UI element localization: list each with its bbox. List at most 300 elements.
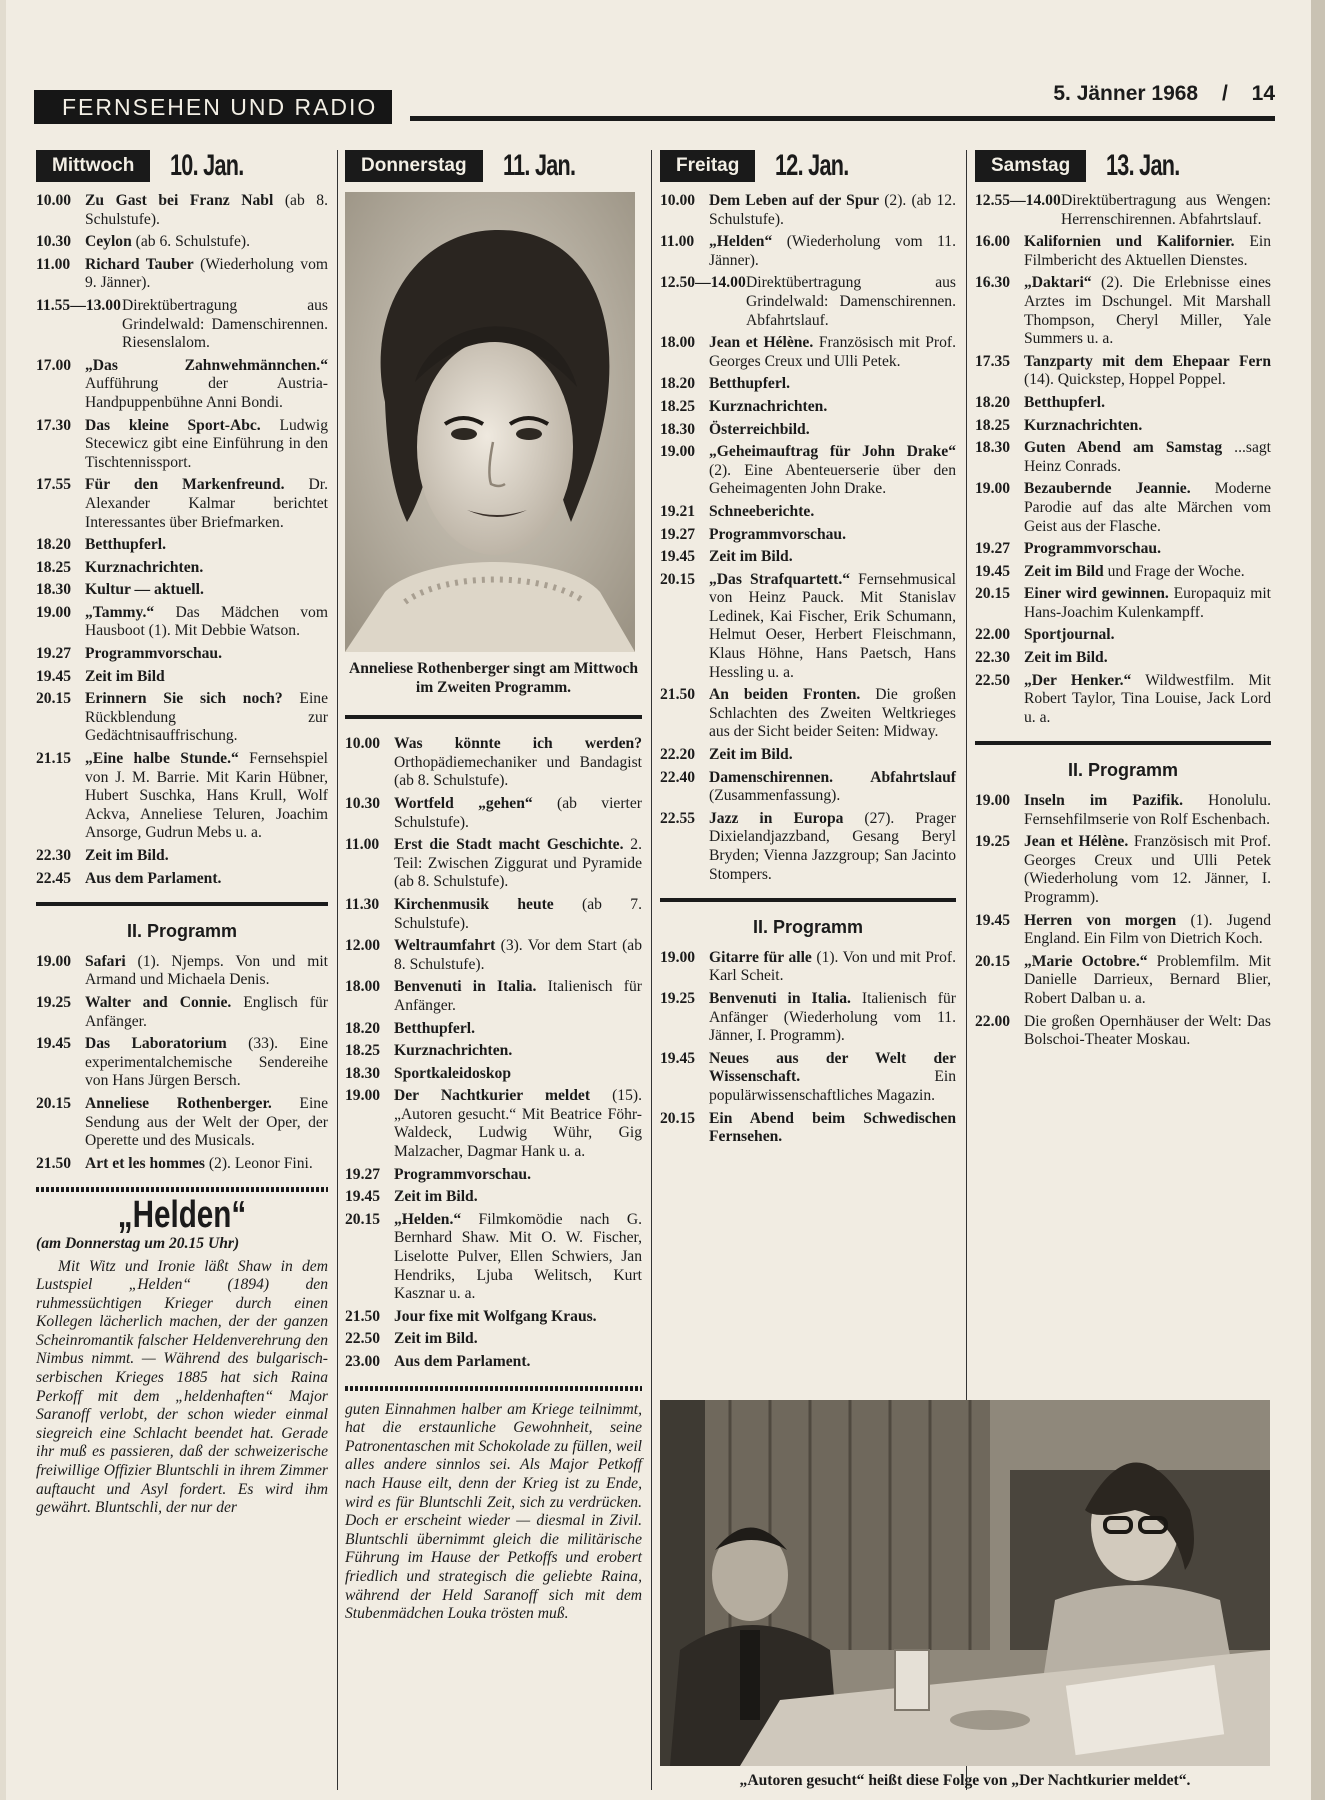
entry-time: 19.27 <box>975 540 1011 558</box>
entry-description <box>394 896 642 933</box>
entry-time: 19.21 <box>660 502 696 520</box>
entry-title: Walter and Connie. <box>85 993 232 1011</box>
entry-time: 19.00 <box>975 480 1011 498</box>
entry-time: 18.30 <box>660 420 696 438</box>
entry-text: (Wiederholung vom 11. Jänner). <box>709 233 956 269</box>
program-entry <box>660 526 956 545</box>
entry-title: Aus dem Parlament. <box>85 869 222 887</box>
program-entry <box>36 1155 328 1174</box>
entry-text: Fernsehspiel von J. M. Barrie. Mit Karin Hübner, Hubert Suschka, Hans Krull, Wolf Ackva, Anneliese Teluren, Joachim Ansorge, Gudrun Mebs u. a. <box>85 750 328 842</box>
program-entry <box>345 1188 642 1207</box>
entry-description <box>709 398 956 417</box>
entry-title: Programmvorschau. <box>1024 540 1162 558</box>
entry-title: Zeit im Bild. <box>85 847 169 864</box>
entry-title: „Daktari“ <box>1024 274 1092 292</box>
entry-title: Benvenuti in Italia. <box>394 978 537 996</box>
feature-body-continued: guten Einnahmen halber am Kriege teilnimmt, hat die erstaunliche Gewohnheit, seine Patronentaschen mit Schokolade zu füllen, weil alles andere sinnlos sei. Als Major Petkoff nach Hause eilt, denn der Krieg ist zu Ende, wird es für Bluntschli Zeit, sich zu verdrücken. Doch er erscheint wieder — diesmal in Zivil. Bluntschli übernimmt gleich die militärische Führung im Hause der Petkoffs und erobert friedlich und strategisch die geliebte Raina, während der Held Saranoff sich mit dem Stubenmädchen Louka trösten muß. <box>345 1400 642 1623</box>
entry-title: Dem Leben auf der Spur <box>709 192 880 209</box>
header-rule <box>410 116 1275 121</box>
schedule-list <box>345 735 642 1371</box>
entry-time: 19.45 <box>975 911 1011 929</box>
entry-title: Art et les hommes <box>85 1154 205 1172</box>
entry-description <box>394 978 642 1015</box>
program-entry <box>660 1050 956 1106</box>
entry-title: Schneeberichte. <box>709 502 815 520</box>
entry-time: 19.45 <box>36 667 72 685</box>
entry-text: Direktübertragung aus Wengen: Herrenschirennen. Abfahrtslauf. <box>1061 192 1271 228</box>
entry-time: 19.45 <box>975 562 1011 580</box>
entry-time: 10.00 <box>36 192 72 209</box>
entry-description <box>1024 480 1271 536</box>
entry-title: Programmvorschau. <box>709 525 847 543</box>
program-entry <box>975 1013 1271 1050</box>
schedule-list <box>36 953 328 1174</box>
entry-description <box>1024 833 1271 907</box>
program-entry <box>345 1042 642 1061</box>
entry-text: Fernsehmusical von Heinz Pauck. Mit Stanislav Ledinek, Kai Fischer, Erik Schumann, Helmut Oeser, Herbert Fleischmann, Klaus Höhne, Hans Paetsch, Hans Hessling u. a. <box>709 570 956 681</box>
entry-title: Neues aus der Welt der Wissenschaft. <box>709 1049 956 1086</box>
entry-text: (27). Prager Dixielandjazzband, Gesang Beryl Bryden; Vienna Jazzgroup; San Jacinto Stompers. <box>709 809 956 883</box>
day-label: Freitag <box>660 150 755 182</box>
entry-description <box>709 443 956 499</box>
entry-title: Österreichbild. <box>709 420 810 438</box>
column-friday <box>660 148 956 1151</box>
entry-time: 19.00 <box>345 1087 381 1105</box>
entry-text: Orthopädiemechaniker und Bandagist (ab 8. Schulstufe). <box>394 753 642 790</box>
program-entry <box>36 357 328 413</box>
entry-title: Aus dem Parlament. <box>394 1353 531 1370</box>
day-label: Mittwoch <box>36 150 150 182</box>
entry-time: 11.00 <box>660 233 695 251</box>
entry-text: (1). Jugend England. Ein Film von Dietrich Koch. <box>1024 911 1271 948</box>
entry-time: 18.00 <box>345 978 381 996</box>
entry-time: 17.35 <box>975 352 1011 370</box>
entry-time: 11.30 <box>345 895 380 913</box>
entry-text: Aufführung der Austria-Handpuppenbühne Anni Bondi. <box>85 375 328 411</box>
entry-time: 20.15 <box>975 585 1011 603</box>
entry-title: An beiden Fronten. <box>709 686 861 704</box>
entry-description <box>85 559 328 578</box>
entry-title: Erst die Stadt macht Geschichte. <box>394 836 624 854</box>
column-rule <box>337 150 338 1790</box>
entry-description <box>1024 353 1271 390</box>
entry-description <box>1024 394 1271 413</box>
schedule-list <box>660 949 956 1147</box>
entry-description <box>1024 233 1271 270</box>
day-heading <box>345 148 642 184</box>
program-entry <box>36 870 328 889</box>
entry-description <box>85 870 328 889</box>
entry-title: Kurznachrichten. <box>85 558 204 576</box>
entry-text: Italienisch für Anfänger. <box>394 978 642 1014</box>
entry-title: Richard Tauber <box>85 255 194 273</box>
entry-time: 19.45 <box>660 548 696 566</box>
feature-subtitle: (am Donnerstag um 20.15 Uhr) <box>36 1234 240 1252</box>
entry-text: (2). Leonor Fini. <box>204 1154 313 1172</box>
portrait-illustration <box>345 192 635 652</box>
entry-time: 12.50—14.00 <box>660 274 746 292</box>
entry-description <box>85 645 328 664</box>
entry-title: Jour fixe mit Wolfgang Kraus. <box>394 1307 597 1325</box>
program-entry <box>36 1095 328 1151</box>
program-entry <box>660 421 956 440</box>
entry-description <box>85 994 328 1031</box>
program-entry <box>36 581 328 600</box>
entry-description <box>1024 585 1271 622</box>
entry-text: (ab 8. Schulstufe). <box>85 192 329 228</box>
program-entry <box>36 233 328 252</box>
program2-heading: II. Programm <box>752 917 864 938</box>
program-entry <box>345 735 642 791</box>
entry-time: 10.00 <box>345 735 381 753</box>
program-entry <box>660 192 956 229</box>
entry-description <box>85 953 328 990</box>
program-entry <box>975 953 1271 1009</box>
entry-text: (15). „Autoren gesucht.“ Mit Beatrice Föhr-Waldeck, Ludwig Wühr, Gig Malzacher, Dagmar Hank u. a. <box>394 1087 642 1161</box>
entry-description <box>85 690 328 746</box>
entry-time: 18.25 <box>345 1042 381 1060</box>
entry-title: Zeit im Bild <box>85 667 165 685</box>
entry-title: Einer wird gewinnen. <box>1024 585 1169 603</box>
entry-title: Das Laboratorium <box>85 1035 227 1053</box>
section-rule <box>345 715 642 719</box>
entry-title: Zeit im Bild. <box>709 548 793 566</box>
page-edge <box>0 0 6 1800</box>
column-saturday <box>975 148 1271 1054</box>
program-entry <box>975 274 1271 348</box>
program-entry <box>345 937 642 974</box>
entry-title: „Geheimauftrag für John Drake“ <box>709 443 956 461</box>
entry-description <box>746 274 956 330</box>
schedule-list <box>36 192 328 888</box>
section-rule <box>975 741 1271 745</box>
entry-title: Kurznachrichten. <box>394 1042 513 1060</box>
photo-caption: Anneliese Rothenberger singt am Mittwoch im Zweiten Programm. <box>348 660 639 696</box>
entry-description <box>394 1065 642 1084</box>
program-entry <box>660 233 956 270</box>
entry-title: Der Nachtkurier meldet <box>394 1087 591 1105</box>
entry-title: „Helden“ <box>709 233 773 251</box>
entry-time: 18.25 <box>36 558 72 576</box>
entry-description <box>122 297 328 353</box>
day-date: 11. Jan. <box>502 148 575 182</box>
program-entry <box>345 1166 642 1185</box>
entry-description <box>709 769 956 806</box>
entry-text: Direktübertragung aus Grindelwald: Damenschirennen. Abfahrtslauf. <box>746 274 956 329</box>
scene-caption: „Autoren gesucht“ heißt diese Folge von „Der Nachtkurier meldet“. <box>739 1772 1191 1789</box>
entry-time: 16.00 <box>975 233 1011 251</box>
entry-title: Das kleine Sport-Abc. <box>85 416 261 434</box>
entry-text: Ein Filmbericht des Aktuellen Dienstes. <box>1024 233 1272 269</box>
entry-title: Betthupferl. <box>85 536 166 554</box>
program-entry <box>660 398 956 417</box>
program-entry <box>660 686 956 742</box>
entry-description <box>85 233 328 252</box>
entry-text: Französisch mit Prof. Georges Creux und Ulli Petek. <box>709 334 956 370</box>
entry-description <box>709 810 956 884</box>
entry-time: 18.30 <box>36 581 72 599</box>
entry-title: Jean et Hélène. <box>709 334 814 352</box>
day-heading <box>36 148 328 184</box>
entry-text: Dr. Alexander Kalmar berichtet Interessantes über Briefmarken. <box>85 476 328 531</box>
entry-text: Die großen Schlachten des Zweiten Weltkrieges aus der Sicht beider Seiten: Midway. <box>709 686 956 741</box>
entry-title: Betthupferl. <box>709 375 790 393</box>
entry-text: und Frage der Woche. <box>1103 562 1245 580</box>
entry-time: 19.00 <box>36 603 72 621</box>
entry-description <box>85 604 328 641</box>
day-heading <box>660 148 956 184</box>
program-entry <box>345 978 642 1015</box>
entry-time: 23.00 <box>345 1353 381 1370</box>
program-entry <box>975 912 1271 949</box>
entry-description <box>85 357 328 413</box>
entry-time: 22.00 <box>975 1012 1011 1030</box>
entry-description <box>394 1330 642 1349</box>
entry-time: 20.15 <box>660 1109 696 1127</box>
program-entry <box>36 476 328 532</box>
program-entry <box>345 1065 642 1084</box>
program-entry <box>36 690 328 746</box>
entry-title: Anneliese Rothenberger. <box>85 1094 272 1112</box>
entry-description <box>1024 792 1271 829</box>
program-entry <box>345 1330 642 1349</box>
program-entry <box>345 1308 642 1327</box>
entry-description <box>394 1308 642 1327</box>
entry-description <box>709 334 956 371</box>
entry-description <box>394 795 642 832</box>
entry-title: „Tammy.“ <box>85 603 155 621</box>
issue-date <box>1035 82 1275 106</box>
entry-time: 10.30 <box>36 233 72 251</box>
entry-time: 18.20 <box>660 375 696 393</box>
program-entry <box>975 480 1271 536</box>
program-entry <box>36 192 328 229</box>
program-entry <box>975 540 1271 559</box>
program-entry <box>36 847 328 866</box>
entry-description <box>85 536 328 555</box>
entry-title: Zeit im Bild. <box>709 746 793 764</box>
entry-title: Jean et Hélène. <box>1024 833 1129 851</box>
program-entry <box>660 443 956 499</box>
entry-time: 22.40 <box>660 768 696 786</box>
program-entry <box>345 1020 642 1039</box>
program-entry <box>975 626 1271 645</box>
entry-description <box>85 847 328 866</box>
entry-time: 21.15 <box>36 750 72 768</box>
entry-title: Zeit im Bild. <box>394 1188 478 1206</box>
entry-time: 16.30 <box>975 274 1011 292</box>
entry-time: 20.15 <box>660 570 696 588</box>
entry-time: 22.55 <box>660 809 696 827</box>
dotted-rule <box>345 1386 642 1391</box>
entry-description <box>709 548 956 567</box>
section-label: FERNSEHEN UND RADIO <box>34 90 392 124</box>
entry-text: (1). Von und mit Prof. Karl Scheit. <box>709 948 957 985</box>
entry-time: 10.00 <box>660 192 696 209</box>
entry-time: 18.30 <box>975 439 1011 457</box>
entry-text: (ab 6. Schulstufe). <box>131 233 251 251</box>
program-entry <box>975 833 1271 907</box>
entry-title: Für den Markenfreund. <box>85 476 285 494</box>
entry-text: (2). Die Erlebnisse eines Arztes im Dschungel. Mit Marshall Thompson, Cheryl Miller, Yale Summers u. a. <box>1024 274 1271 348</box>
entry-description <box>1024 417 1271 436</box>
entry-time: 18.20 <box>975 393 1011 411</box>
entry-time: 19.45 <box>660 1049 696 1067</box>
entry-text: (2). Eine Abenteuerserie über den Geheimagenten John Drake. <box>709 461 956 498</box>
entry-time: 22.45 <box>36 869 72 887</box>
entry-text: (2). (ab 12. Schulstufe). <box>709 192 956 228</box>
program-entry <box>36 604 328 641</box>
program-entry <box>975 439 1271 476</box>
entry-text: (33). Eine experimentalchemische Sendereihe von Hans Jürgen Bersch. <box>85 1035 328 1090</box>
entry-text: Honolulu. Fernsehfilmserie von Rolf Eschenbach. <box>1024 792 1271 828</box>
entry-time: 18.25 <box>660 397 696 415</box>
entry-title: Zeit im Bild. <box>394 1330 478 1348</box>
program-entry <box>36 536 328 555</box>
entry-time: 10.30 <box>345 794 381 812</box>
program-entry <box>660 990 956 1046</box>
entry-description <box>709 686 956 742</box>
entry-description <box>709 503 956 522</box>
program-entry <box>660 746 956 765</box>
entry-text: Moderne Parodie auf das alte Märchen vom Geist aus der Flasche. <box>1024 480 1271 535</box>
program-entry <box>36 668 328 687</box>
entry-title: Zeit im Bild <box>1024 562 1104 580</box>
section-rule <box>660 898 956 902</box>
entry-text: Europaquiz mit Hans-Joachim Kulenkampff. <box>1024 585 1271 621</box>
entry-title: Zeit im Bild. <box>1024 649 1108 667</box>
feature-title: „Helden“ <box>117 1194 247 1237</box>
entry-text: Ludwig Stecewicz gibt eine Einführung in den Tischtennissport. <box>85 416 328 471</box>
day-heading <box>975 148 1271 184</box>
entry-description <box>394 1353 642 1372</box>
entry-description <box>394 1087 642 1161</box>
entry-description <box>1024 1013 1271 1050</box>
program-entry <box>36 256 328 293</box>
entry-description <box>1061 192 1271 229</box>
entry-description <box>394 735 642 791</box>
entry-title: Ceylon <box>85 233 132 251</box>
entry-description <box>1024 672 1271 728</box>
entry-time: 18.30 <box>345 1064 381 1082</box>
entry-description <box>1024 649 1271 668</box>
entry-time: 19.00 <box>660 948 696 966</box>
entry-title: Herren von morgen <box>1024 911 1177 929</box>
entry-time: 20.15 <box>36 690 72 708</box>
section-rule <box>36 902 328 906</box>
entry-title: Weltraumfahrt <box>394 937 496 955</box>
entry-time: 11.55—13.00 <box>36 296 121 314</box>
program-entry <box>660 769 956 806</box>
program-entry <box>975 672 1271 728</box>
program-entry <box>345 1087 642 1161</box>
entry-title: Kirchenmusik heute <box>394 895 554 913</box>
entry-text: Eine Sendung aus der Welt der Oper, der Operette und des Musicals. <box>85 1094 328 1150</box>
entry-title: Sportjournal. <box>1024 626 1115 644</box>
entry-time: 18.20 <box>345 1019 381 1037</box>
entry-title: Guten Abend am Samstag <box>1024 439 1223 457</box>
entry-description <box>394 836 642 892</box>
page-gutter <box>1311 0 1325 1800</box>
program-entry <box>660 949 956 986</box>
entry-description <box>709 421 956 440</box>
entry-title: „Eine halbe Stunde.“ <box>85 750 239 768</box>
entry-title: Betthupferl. <box>394 1019 475 1037</box>
entry-description <box>1024 274 1271 348</box>
entry-time: 19.25 <box>975 833 1011 851</box>
scene-photo <box>660 1400 1270 1766</box>
entry-time: 22.50 <box>345 1330 381 1348</box>
date-separator: / <box>1221 82 1228 105</box>
entry-text: 2. Teil: Zwischen Ziggurat und Pyramide (ab 8. Schulstufe). <box>394 836 643 891</box>
entry-title: „Der Henker.“ <box>1024 671 1132 689</box>
entry-title: Betthupferl. <box>1024 393 1105 411</box>
entry-text: Problemfilm. Mit Danielle Darrieux, Bernard Blier, Robert Dalban u. a. <box>1024 952 1271 1007</box>
entry-text: (Wiederholung vom 9. Jänner). <box>85 255 328 292</box>
entry-time: 19.45 <box>36 1035 72 1053</box>
program2-heading: II. Programm <box>126 921 238 942</box>
entry-time: 19.27 <box>36 645 72 663</box>
entry-description <box>85 256 328 293</box>
entry-text: (ab vierter Schulstufe). <box>394 794 642 831</box>
entry-time: 17.00 <box>36 356 72 374</box>
day-date: 13. Jan. <box>1106 148 1180 182</box>
program-entry <box>975 649 1271 668</box>
page-number: 14 <box>1251 82 1275 105</box>
day-date: 12. Jan. <box>775 148 849 182</box>
entry-title: Kurznachrichten. <box>709 397 828 415</box>
entry-time: 19.00 <box>36 952 72 970</box>
entry-text: (14). Quickstep, Hoppel Poppel. <box>1024 371 1226 389</box>
schedule-list <box>975 792 1271 1050</box>
entry-title: Kurznachrichten. <box>1024 416 1143 434</box>
entry-description <box>1024 439 1271 476</box>
entry-time: 22.00 <box>975 626 1011 644</box>
entry-time: 11.00 <box>36 255 71 273</box>
program-entry <box>975 353 1271 390</box>
program-entry <box>36 994 328 1031</box>
entry-description <box>394 1188 642 1207</box>
entry-text: ...sagt Heinz Conrads. <box>1024 439 1271 475</box>
entry-text: Italienisch für Anfänger (Wiederholung vom 11. Jänner, I. Programm). <box>709 989 956 1045</box>
entry-text: Eine Rückblendung zur Gedächtnisauffrischung. <box>85 690 328 745</box>
entry-title: Kultur — aktuell. <box>85 581 204 599</box>
program-entry <box>975 417 1271 436</box>
entry-title: Benvenuti in Italia. <box>709 989 851 1007</box>
entry-title: Tanzparty mit dem Ehepaar Fern <box>1024 352 1271 370</box>
entry-description <box>709 746 956 765</box>
dotted-rule <box>36 1187 328 1192</box>
entry-time: 22.30 <box>36 847 72 864</box>
program-entry <box>36 750 328 843</box>
entry-title: Programmvorschau. <box>394 1165 532 1183</box>
entry-title: Programmvorschau. <box>85 645 223 663</box>
program-entry <box>975 792 1271 829</box>
column-wednesday <box>36 148 328 1518</box>
entry-description <box>85 750 328 843</box>
entry-description <box>394 937 642 974</box>
program-entry <box>660 375 956 394</box>
entry-time: 18.20 <box>36 536 72 554</box>
entry-time: 22.30 <box>975 649 1011 667</box>
program-entry <box>660 274 956 330</box>
entry-text: Direktübertragung aus Grindelwald: Damenschirennen. Riesenslalom. <box>122 296 328 352</box>
program-entry <box>36 297 328 353</box>
entry-description <box>394 1042 642 1061</box>
entry-time: 19.45 <box>345 1188 381 1206</box>
entry-time: 12.55—14.00 <box>975 192 1061 209</box>
entry-description <box>85 476 328 532</box>
